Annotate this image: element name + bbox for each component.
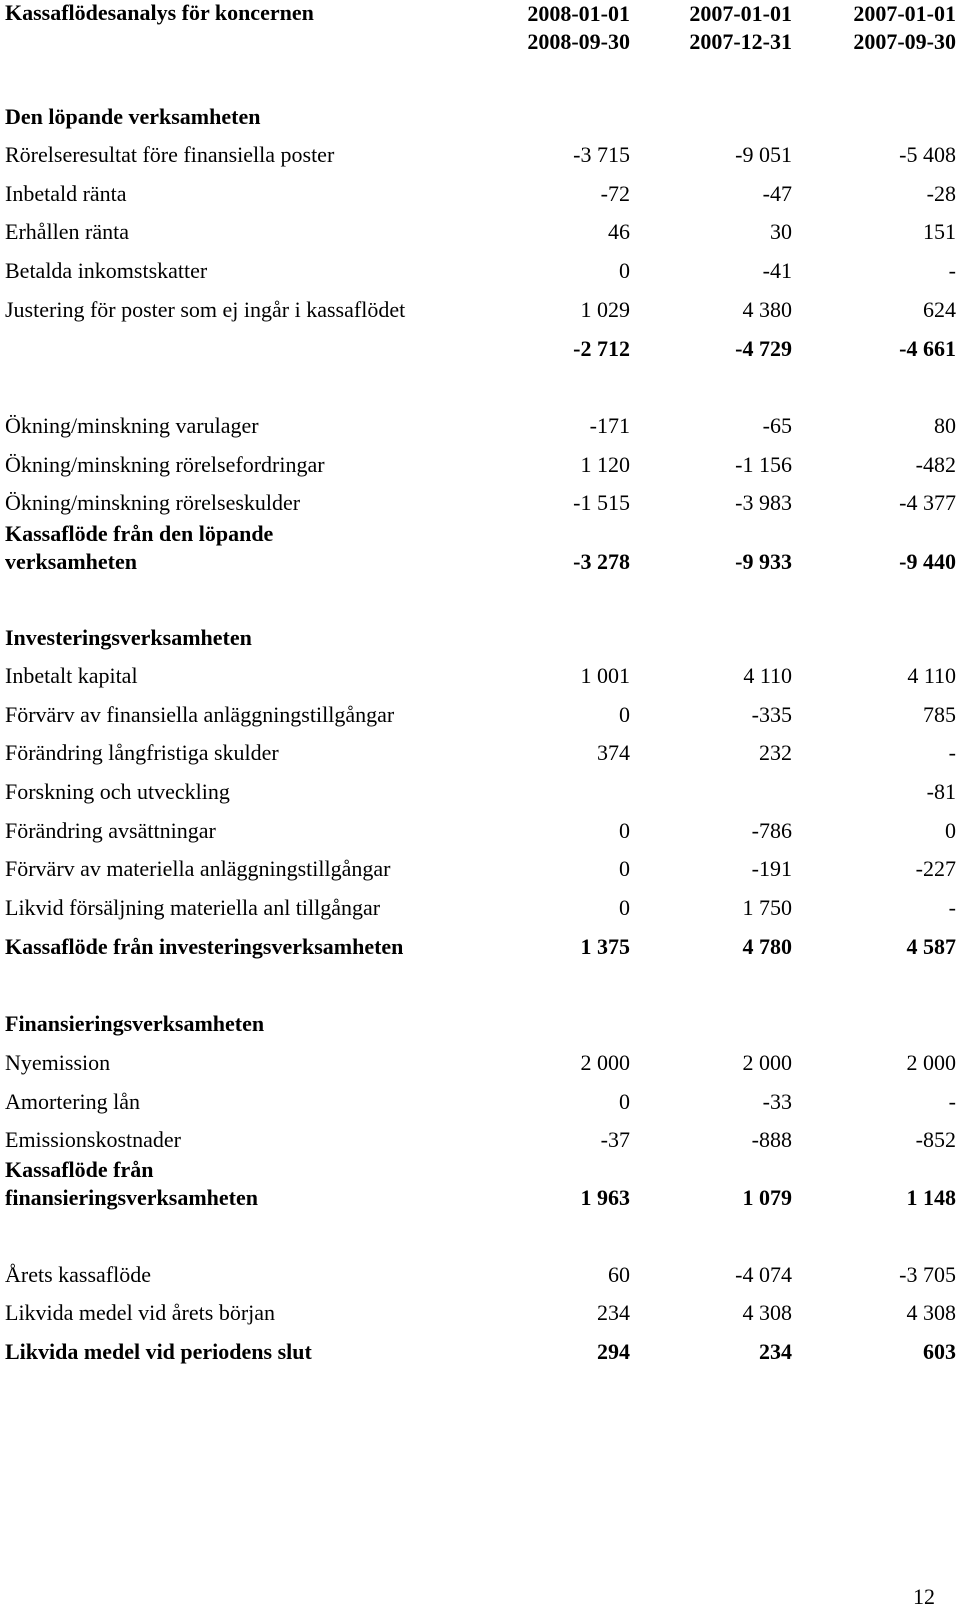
value-cell-period-3: 1 148 xyxy=(906,1185,956,1210)
row-label: Amortering lån xyxy=(5,1089,141,1114)
value-cell-period-1: 1 375 xyxy=(580,934,630,959)
section-heading: Investeringsverksamheten xyxy=(5,625,252,650)
section-heading: Den löpande verksamheten xyxy=(5,104,261,129)
value-cell-period-2: 232 xyxy=(759,740,792,765)
value-cell-period-3: 151 xyxy=(923,219,956,244)
value-cell-period-3: -4 661 xyxy=(899,336,956,361)
value-cell-period-2: -3 983 xyxy=(735,490,792,515)
value-cell-period-3: 80 xyxy=(934,413,956,438)
value-cell-period-2: 30 xyxy=(770,219,792,244)
row-label: Erhållen ränta xyxy=(5,219,129,244)
row-label: Kassaflöde från den löpande xyxy=(5,521,274,546)
period-2-start: 2007-01-01 xyxy=(689,1,792,26)
value-cell-period-3: - xyxy=(948,895,956,920)
row-label: Likvid försäljning materiella anl tillgångar xyxy=(5,895,381,920)
row-label: Förändring avsättningar xyxy=(5,818,216,843)
row-label: Kassaflöde från xyxy=(5,1157,154,1182)
value-cell-period-2: -47 xyxy=(762,181,792,206)
row-label: Förvärv av finansiella anläggningstillgångar xyxy=(5,702,395,727)
value-cell-period-1: 0 xyxy=(619,818,630,843)
value-cell-period-2: -335 xyxy=(751,702,792,727)
value-cell-period-2: -4 074 xyxy=(735,1262,792,1287)
value-cell-period-1: 2 000 xyxy=(580,1050,630,1075)
value-cell-period-3: -4 377 xyxy=(899,490,956,515)
value-cell-period-3: -81 xyxy=(926,779,956,804)
value-cell-period-3: - xyxy=(948,740,956,765)
row-label: Inbetald ränta xyxy=(5,181,127,206)
value-cell-period-3: -3 705 xyxy=(899,1262,956,1287)
row-label-continuation: finansieringsverksamheten xyxy=(5,1185,258,1210)
section-heading: Finansieringsverksamheten xyxy=(5,1011,265,1036)
value-cell-period-1: 294 xyxy=(597,1339,630,1364)
row-label: Likvida medel vid periodens slut xyxy=(5,1339,312,1364)
value-cell-period-2: -786 xyxy=(751,818,792,843)
value-cell-period-1: -37 xyxy=(600,1127,630,1152)
row-label: Årets kassaflöde xyxy=(5,1262,152,1287)
value-cell-period-3: -227 xyxy=(915,856,956,881)
value-cell-period-1: 1 963 xyxy=(580,1185,630,1210)
page-title: Kassaflödesanalys för koncernen xyxy=(5,0,314,25)
value-cell-period-1: 0 xyxy=(619,258,630,283)
value-cell-period-3: 0 xyxy=(945,818,956,843)
row-label: Förändring långfristiga skulder xyxy=(5,740,279,765)
value-cell-period-1: -1 515 xyxy=(573,490,630,515)
value-cell-period-1: -171 xyxy=(589,413,630,438)
value-cell-period-2: -9 051 xyxy=(735,142,792,167)
value-cell-period-1: 0 xyxy=(619,702,630,727)
value-cell-period-3: - xyxy=(948,258,956,283)
value-cell-period-1: 374 xyxy=(597,740,630,765)
row-label: Rörelseresultat före finansiella poster xyxy=(5,142,335,167)
value-cell-period-2: 4 110 xyxy=(743,663,792,688)
row-label: Emissionskostnader xyxy=(5,1127,181,1152)
row-label: Kassaflöde från investeringsverksamheten xyxy=(5,934,404,959)
page-number: 12 xyxy=(913,1584,935,1609)
period-3-start: 2007-01-01 xyxy=(853,1,956,26)
value-cell-period-2: 1 079 xyxy=(742,1185,792,1210)
row-label: Ökning/minskning varulager xyxy=(5,413,259,438)
value-cell-period-2: 1 750 xyxy=(742,895,792,920)
value-cell-period-1: 1 120 xyxy=(580,452,630,477)
value-cell-period-2: -1 156 xyxy=(735,452,792,477)
row-label-continuation: verksamheten xyxy=(5,549,137,574)
value-cell-period-2: 4 780 xyxy=(742,934,792,959)
period-1-end: 2008-09-30 xyxy=(527,29,630,54)
value-cell-period-3: 2 000 xyxy=(906,1050,956,1075)
row-label: Nyemission xyxy=(5,1050,111,1075)
row-label: Betalda inkomstskatter xyxy=(5,258,208,283)
value-cell-period-3: 603 xyxy=(923,1339,956,1364)
row-label: Ökning/minskning rörelsefordringar xyxy=(5,452,325,477)
value-cell-period-1: 1 001 xyxy=(580,663,630,688)
value-cell-period-3: 4 308 xyxy=(906,1300,956,1325)
value-cell-period-1: -2 712 xyxy=(573,336,630,361)
row-label: Ökning/minskning rörelseskulder xyxy=(5,490,301,515)
period-1-start: 2008-01-01 xyxy=(527,1,630,26)
value-cell-period-3: -28 xyxy=(926,181,956,206)
value-cell-period-1: -72 xyxy=(600,181,630,206)
value-cell-period-3: 785 xyxy=(923,702,956,727)
value-cell-period-2: -4 729 xyxy=(735,336,792,361)
value-cell-period-1: 0 xyxy=(619,1089,630,1114)
row-label: Forskning och utveckling xyxy=(5,779,230,804)
value-cell-period-1: 0 xyxy=(619,856,630,881)
value-cell-period-1: 1 029 xyxy=(580,297,630,322)
value-cell-period-2: -41 xyxy=(762,258,792,283)
row-label: Förvärv av materiella anläggningstillgångar xyxy=(5,856,391,881)
value-cell-period-2: 2 000 xyxy=(742,1050,792,1075)
value-cell-period-3: -9 440 xyxy=(899,549,956,574)
value-cell-period-1: -3 715 xyxy=(573,142,630,167)
value-cell-period-3: -5 408 xyxy=(899,142,956,167)
value-cell-period-2: -888 xyxy=(751,1127,792,1152)
value-cell-period-1: 234 xyxy=(597,1300,630,1325)
period-3-end: 2007-09-30 xyxy=(853,29,956,54)
row-label: Inbetalt kapital xyxy=(5,663,138,688)
value-cell-period-2: -33 xyxy=(762,1089,792,1114)
value-cell-period-3: - xyxy=(948,1089,956,1114)
value-cell-period-2: 4 308 xyxy=(742,1300,792,1325)
value-cell-period-1: -3 278 xyxy=(573,549,630,574)
value-cell-period-2: 4 380 xyxy=(742,297,792,322)
value-cell-period-3: 4 110 xyxy=(907,663,956,688)
value-cell-period-3: -852 xyxy=(915,1127,956,1152)
value-cell-period-3: -482 xyxy=(915,452,956,477)
row-label: Justering för poster som ej ingår i kassaflödet xyxy=(5,297,406,322)
value-cell-period-1: 0 xyxy=(619,895,630,920)
value-cell-period-3: 624 xyxy=(923,297,956,322)
value-cell-period-2: -9 933 xyxy=(735,549,792,574)
value-cell-period-1: 60 xyxy=(608,1262,630,1287)
value-cell-period-1: 46 xyxy=(608,219,630,244)
period-2-end: 2007-12-31 xyxy=(689,29,792,54)
value-cell-period-2: -65 xyxy=(762,413,792,438)
value-cell-period-3: 4 587 xyxy=(906,934,956,959)
value-cell-period-2: 234 xyxy=(759,1339,792,1364)
value-cell-period-2: -191 xyxy=(751,856,792,881)
row-label: Likvida medel vid årets början xyxy=(5,1300,276,1325)
